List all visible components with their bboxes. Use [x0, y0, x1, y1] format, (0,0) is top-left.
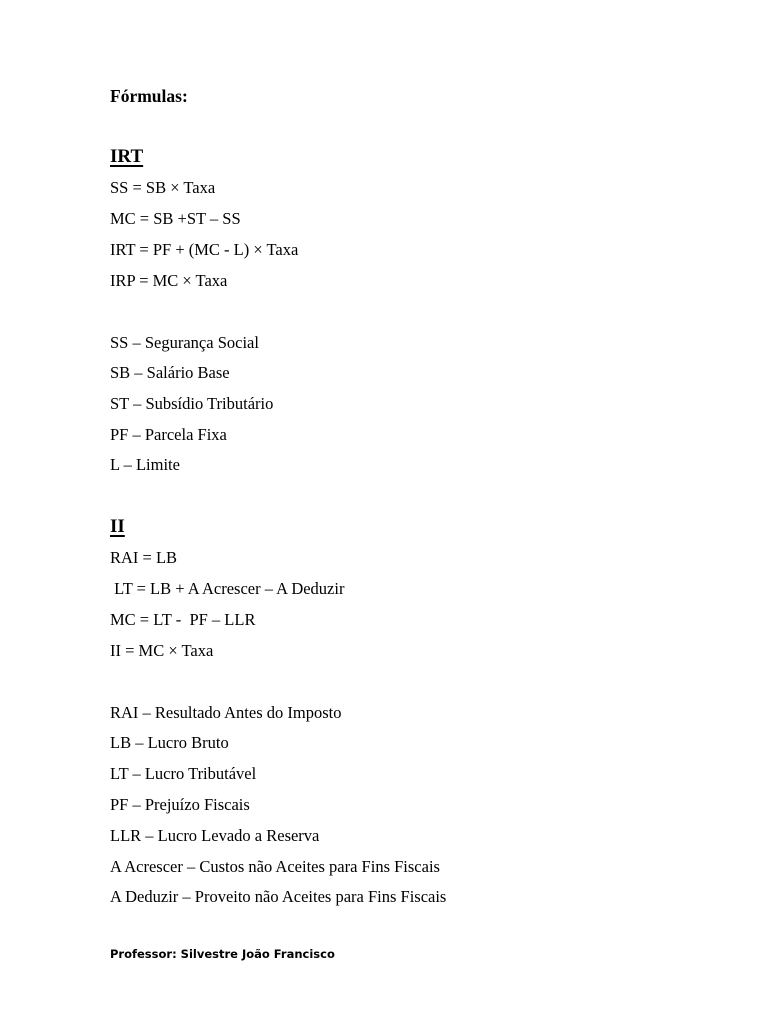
irt-definition-st: ST – Subsídio Tributário	[110, 394, 274, 413]
ii-definition-lb: LB – Lucro Bruto	[110, 733, 229, 752]
ii-formula-ii: II = MC × Taxa	[110, 641, 214, 660]
ii-definition-a-deduzir: A Deduzir – Proveito não Aceites para Fins Fiscais	[110, 887, 447, 906]
irt-definition-l: L – Limite	[110, 455, 180, 474]
irt-formula-irp: IRP = MC × Taxa	[110, 271, 228, 290]
document-heading: Fórmulas:	[110, 86, 188, 106]
irt-definition-ss: SS – Segurança Social	[110, 333, 259, 352]
ii-definition-llr: LLR – Lucro Levado a Reserva	[110, 826, 320, 845]
ii-formula-rai: RAI = LB	[110, 548, 178, 567]
irt-formula-irt: IRT = PF + (MC - L) × Taxa	[110, 240, 299, 259]
ii-formula-mc: MC = LT - PF – LLR	[110, 610, 256, 629]
section-title-irt: IRT	[110, 146, 144, 167]
ii-definition-pf: PF – Prejuízo Fiscais	[110, 795, 250, 814]
irt-formula-mc: MC = SB +ST – SS	[110, 209, 241, 228]
ii-definition-lt: LT – Lucro Tributável	[110, 764, 257, 783]
section-title-ii: II	[110, 516, 125, 537]
ii-definition-rai: RAI – Resultado Antes do Imposto	[110, 703, 342, 722]
irt-definition-pf: PF – Parcela Fixa	[110, 425, 227, 444]
irt-formula-ss: SS = SB × Taxa	[110, 178, 216, 197]
ii-definition-a-acrescer: A Acrescer – Custos não Aceites para Fins Fiscais	[110, 857, 440, 876]
footer-professor: Professor: Silvestre João Francisco	[110, 947, 335, 961]
ii-formula-lt: LT = LB + A Acrescer – A Deduzir	[110, 579, 345, 598]
irt-definition-sb: SB – Salário Base	[110, 363, 230, 382]
